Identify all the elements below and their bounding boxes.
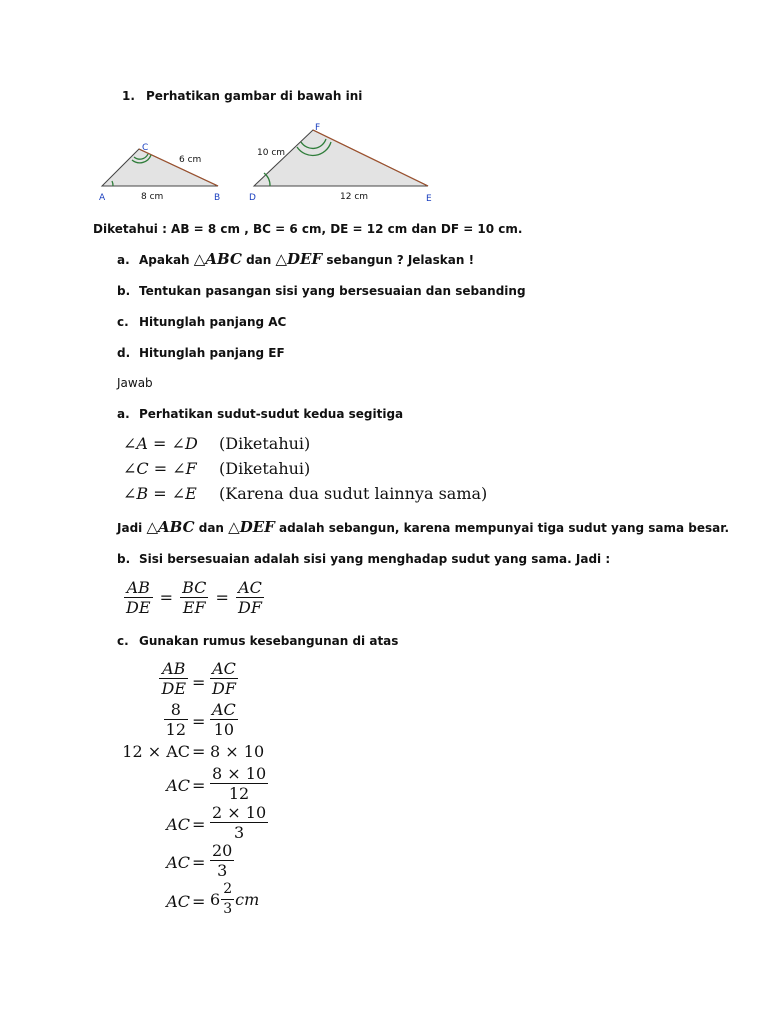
item-a-tri1: ABC [205,250,242,268]
vertex-b-label: B [214,193,221,203]
given-statement: Diketahui : AB = 8 cm , BC = 6 cm, DE = 12 cm dan DF = 10 cm. [93,222,523,236]
ratio-bc-ef: $\frac{BC}{EF}$ [182,578,207,617]
ratio-equation: $\frac{AB}{DE}$ = $\frac{BC}{EF}$ = $\frac{AC}{DF}$ [126,578,262,617]
step3-lhs: 12 × AC [122,742,190,761]
item-b-text: Tentukan pasangan sisi yang bersesuaian dan sebanding [139,284,526,298]
vertex-e-label: E [426,194,432,204]
step1-lhs: $\frac{AB}{DE}$ [161,659,186,698]
angle-row-1: ∠A = ∠D [123,434,198,453]
step6-rhs: $\frac{20}{3}$ [212,841,233,880]
triangle-symbol: △ [228,518,240,536]
vertex-a-label: A [99,193,106,203]
step7-rhs: 6 $\frac{2}{3}$ cm [210,881,260,917]
step3-rhs: 8 × 10 [210,742,265,761]
ratio-ac-df: $\frac{AC}{DF}$ [238,578,262,617]
side-df-label: 10 cm [257,148,286,158]
derivation: $\frac{AB}{DE}$ = $\frac{AC}{DF}$ $\frac{8}{12}$ = $\frac{AC}{10}$ 12 × AC = 8 × 10 AC = $\frac{8 \times 10}{12}$ AC = $\frac{2 \times 10}{3}$ AC = $\frac{20}{3}$ AC = 6 $\frac{2}{3}$ cm [0,0,768,1024]
angle-row-2: ∠C = ∠F [123,459,197,478]
ratio-ab-de: $\frac{AB}{DE}$ [126,578,151,617]
answer-heading: Jawab [117,376,153,390]
item-a-pre: Apakah [139,253,190,267]
triangle-symbol: △ [146,518,158,536]
item-d-marker: d. [117,346,131,360]
step6-lhs: AC [166,853,190,872]
part-a-marker: a. [117,407,130,421]
item-c-text: Hitunglah panjang AC [139,315,287,329]
step5-rhs: $\frac{2 \times 10}{3}$ [212,803,267,842]
part-b-text: Sisi bersesuaian adalah sisi yang menghadap sudut yang sama. Jadi : [139,552,611,566]
triangle-symbol: △ [193,250,206,268]
side-ab-label: 8 cm [141,192,164,202]
step2-rhs: $\frac{AC}{10}$ [212,700,236,739]
part-c-text: Gunakan rumus kesebangunan di atas [139,634,399,648]
step1-rhs: $\frac{AC}{DF}$ [212,659,236,698]
part-a-conclusion: Jadi △ABC dan △DEF adalah sebangun, karena mempunyai tiga sudut yang sama besar. [117,518,730,536]
question-title: Perhatikan gambar di bawah ini [146,89,363,103]
item-a-post: sebangun ? Jelaskan ! [326,253,475,267]
item-a-marker: a. [117,253,130,267]
vertex-f-label: F [315,123,321,133]
step4-lhs: AC [166,776,190,795]
triangle-symbol: △ [275,250,288,268]
item-d-text: Hitunglah panjang EF [139,346,285,360]
step5-lhs: AC [166,815,190,834]
vertex-d-label: D [249,193,256,203]
part-b-marker: b. [117,552,131,566]
part-c-marker: c. [117,634,129,648]
angle-row-3: ∠B = ∠E [123,484,197,503]
angle-reason-2: (Diketahui) [219,459,311,478]
item-b-marker: b. [117,284,131,298]
step7-lhs: AC [166,892,190,911]
side-de-label: 12 cm [340,192,369,202]
part-a-text: Perhatikan sudut-sudut kedua segitiga [139,407,404,421]
item-a-tri2: DEF [287,250,323,268]
step2-lhs: $\frac{8}{12}$ [165,700,186,739]
item-a-mid: dan [246,253,272,267]
vertex-c-label: C [142,143,149,153]
item-c-marker: c. [117,315,129,329]
step4-rhs: $\frac{8 \times 10}{12}$ [212,764,267,803]
side-bc-label: 6 cm [179,155,202,165]
angle-reason-3: (Karena dua sudut lainnya sama) [219,484,488,503]
question-number: 1. [122,89,135,103]
angle-reason-1: (Diketahui) [219,434,311,453]
